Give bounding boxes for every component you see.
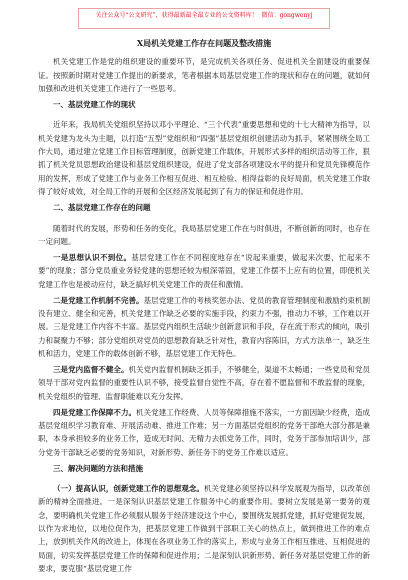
problem-item-lead: 一是思想认识不到位。 [53,252,132,262]
problem-item-lead: 四是党建工作保障不力。 [53,407,137,417]
measure-item-lead: （一）提高认识，创新党建工作的思想观念。 [53,484,204,494]
measure-item [38,482,370,575]
document-title: X局机关党建工作存在问题及整改措施 [136,38,272,48]
measure-item-body: 机关党建必须坚持以科学发展观为指导，以改革创新的精神全面推进。一是深刻认识基层党建工作服务中心的重要作用。要树立发展是第一要务的观念，要明确机关党建工作必须服从服务于经济建设这个中心，要围绕发展抓党建，抓好党建促发展，以作为求地位，以地位促作为，把基层党建工作做到干部职工关心的热点上，做到推进工作的难点上，放到机关作风的改进上，体现在各项业务工作的落实上，形成与业务工作相互推进、互相促进的局面，切实发挥基层党建工作的保障和促进作用；二是深刻认识新形势、新任务对基层党建工作的新要求，要克服“基层党建工作 [38,484,371,573]
section-heading-status: 一、基层党建工作的现状 [53,100,136,110]
problem-item [38,406,370,459]
document-body [38,37,370,578]
section-heading-measures: 三、解决问题的方法和措施 [53,463,143,473]
problem-item-body: 机关党建工作经费、人员等保障措施不落实，一方面因缺少经费，造成基层党组织学习教育难、开展活动难、推进工作难；另一方面基层党组织的党务干部绝大部分都是兼职，本身承担较多的业务工作，造成无时间、无精力去抓党务工作，同时，党务干部参加培训少，部分党务干部缺乏必要的党务知识，对新形势、新任务下的党务工作难以适应。 [38,407,371,457]
problem-item-lead: 二是党建工作机制不完善。 [53,295,144,305]
problem-item [38,251,370,291]
problem-item [38,363,370,403]
problem-item-body: 机关党内监督机制缺乏抓手，不够健全，渠道不太畅通；一些党员和党员领导干部对党内监督的重要性认识不够，接受监督自觉性不高，存在着不愿监督和不敢监督的现象，机关党组织的管理、监督职能难以充分发挥。 [38,364,371,401]
banner-wechat: 微信：gongwenyj [261,12,313,19]
problem-item-body: 基层党建工作在不同程度地存在“说起来重要，做起来次要，忙起来不要”的现象；部分党员重业务轻党建的思想还较为根深蒂固，党建工作摆不上应有的位置，即使机关党建工作也是被动应付，缺乏搞好机关党建工作的责任和激情。 [38,252,370,289]
intro-paragraph: 机关党建工作是党的组织建设的重要环节，是完成机关各项任务、促进机关全面建设的重要保证。按照新时期对党建工作提出的新要求，笔者根据本局基层党建工作的现状和存在的问题，就如何加强和改进机关党建工作进行了一些思考。 [38,57,370,93]
problem-item [38,294,370,360]
problem-item-body: 基层党建工作的考核奖惩办法、党员的教育管理制度和激励约束机制没有建立、健全和完善，机关党建工作缺乏必要的实施手段，约束力不强，推动力不够，工作难以开展。三是党建工作内容不丰富。基层党内组织生活缺少创新意识和手段，存在流于形式的倾向，吸引力和凝聚力不够；部分党组织对党员的思想教育缺乏针对性，教育内容陈旧，方式方法单一，缺乏生机和活力，党建工作的载体创新不够，基层党建工作无特色。 [38,295,371,358]
problem-item-lead: 三是党内监督不健全。 [53,364,129,374]
banner-slogan: 关注公众号“公文研究”，获得最新最全最专业的公文资料库！ [95,12,258,19]
status-paragraph: 近年来，我局机关党组织坚持以邓小平理论、“三个代表”重要思想和党的十七大精神为指导，以机关党建为龙头为主题，以打造“五型”党组织和“四强”基层党组织创建活动为抓手，紧紧围绕全局工作大局，通过建立党建工作目标管理制度，创新党建工作载体，开展形式多样的组织活动等工作，狠抓了机关党员思想政治建设和基层党组织建设，促进了党支部各项建设水平的提升和党员先锋模范作用的发挥，形成了党建工作与业务工作相互促进、相互检验、相得益彰的良好局面，机关党建工作取得了较好成效，对全局工作的开展和全区经济发展起到了有力的保证和促进作用。 [38,120,370,196]
section-heading-problems: 二、基层党建工作存在的问题 [53,203,151,213]
watermark-banner [78,8,330,29]
problems-intro-paragraph: 随着时代的发展，形势和任务的变化，我局基层党建工作在与时俱进，不断创新的同时，也存在一定问题。 [38,223,370,246]
